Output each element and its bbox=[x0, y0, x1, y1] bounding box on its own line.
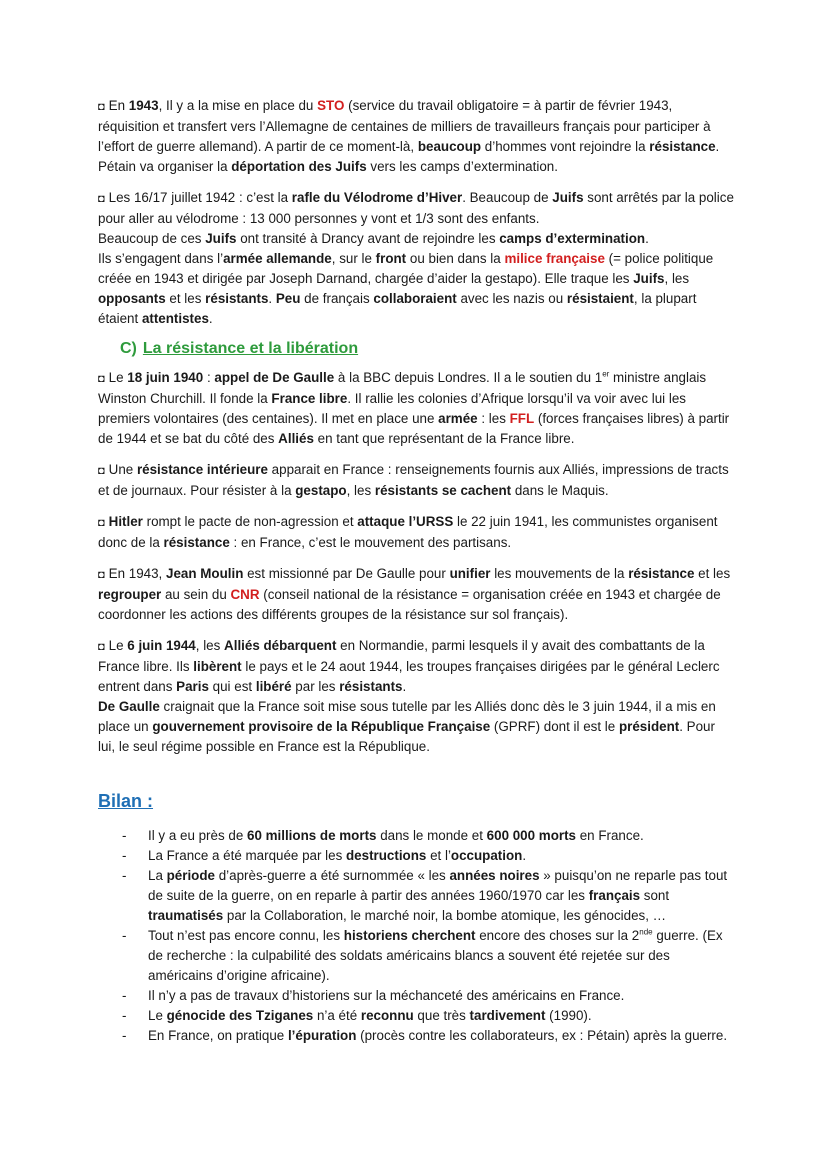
text-bold: président bbox=[618, 719, 680, 734]
text-bold: Alliés débarquent bbox=[224, 638, 337, 653]
bullet-icon: ◘ bbox=[98, 373, 105, 385]
text-bold: Paris bbox=[176, 679, 209, 694]
text-bold: période bbox=[166, 868, 215, 883]
text: de français bbox=[300, 291, 374, 306]
text: rompt le pacte de non-agression et bbox=[142, 514, 358, 529]
text: (1990). bbox=[545, 1008, 592, 1023]
text: le pays et le 24 aout 1944, les troupes françaises dirigées par le général Leclerc entrent dans bbox=[98, 659, 720, 694]
text-bold: 6 juin 1944 bbox=[127, 638, 196, 653]
dash-icon: - bbox=[122, 928, 127, 943]
text-bold: résistance bbox=[649, 139, 716, 154]
text-bold: attentistes bbox=[141, 311, 209, 326]
text: » puisqu’on ne reparle pas tout de suite de la guerre, on en reparle à partir des années 1960/1970 car les bbox=[148, 868, 728, 903]
paragraph-debarquement bbox=[98, 636, 734, 757]
paragraph-vel-d-hiv bbox=[98, 188, 734, 329]
text: Il n’y a pas de travaux d’historiens sur la méchanceté des américains en France. bbox=[148, 988, 625, 1003]
bullet-icon: ◘ bbox=[98, 517, 105, 529]
text: , les bbox=[664, 271, 690, 286]
text: (conseil national de la résistance = organisation créée en 1943 et chargée de coordonner les actions des différents groupes de la résistance sur sol français). bbox=[98, 587, 721, 622]
text: Une bbox=[108, 462, 137, 477]
list-item bbox=[98, 926, 734, 986]
text-bold: gouvernement provisoire de la République Française bbox=[152, 719, 491, 734]
text-bold: attaque l’URSS bbox=[357, 514, 454, 529]
section-title: La résistance et la libération bbox=[142, 340, 359, 357]
superscript: er bbox=[602, 369, 610, 379]
dash-icon: - bbox=[122, 828, 127, 843]
bullet-icon: ◘ bbox=[98, 101, 105, 113]
text-bold: résistants bbox=[339, 679, 403, 694]
text: . Pour lui, le seul régime possible en France est la République. bbox=[98, 719, 715, 754]
text-bold: années noires bbox=[449, 868, 540, 883]
text: sont bbox=[640, 888, 670, 903]
text-bold: Juifs bbox=[552, 190, 584, 205]
list-item bbox=[98, 826, 734, 846]
text-bold: libèrent bbox=[193, 659, 242, 674]
text-bold: front bbox=[375, 251, 407, 266]
text: . bbox=[208, 311, 213, 326]
list-item bbox=[98, 1006, 734, 1026]
text: (= police politique créée en 1943 et dirigée par Joseph Darnand, chargée d’aider la gestapo). Elle traque les bbox=[98, 251, 714, 286]
text-bold: Peu bbox=[275, 291, 301, 306]
text-bold: Jean Moulin bbox=[166, 566, 244, 581]
text: Le bbox=[108, 370, 128, 385]
text: en tant que représentant de la France libre. bbox=[313, 431, 575, 446]
text: d’après-guerre a été surnommée « les bbox=[215, 868, 450, 883]
bilan-heading: Bilan : bbox=[98, 791, 154, 811]
text: le 22 juin 1941, les communistes organisent donc de la bbox=[98, 514, 718, 550]
text: par la Collaboration, le marché noir, la bombe atomique, les génocides, … bbox=[223, 908, 667, 923]
text-bold: génocide des Tziganes bbox=[166, 1008, 314, 1023]
text: qui est bbox=[208, 679, 256, 694]
text-bold: tardivement bbox=[469, 1008, 546, 1023]
text: . bbox=[268, 291, 276, 306]
text-bold: appel de De Gaulle bbox=[214, 370, 335, 385]
text: En bbox=[108, 98, 129, 113]
text-bold: collaboraient bbox=[373, 291, 457, 306]
text-bold: historiens cherchent bbox=[343, 928, 476, 943]
text: Les 16/17 juillet 1942 : c’est la bbox=[108, 190, 292, 205]
text-bold: armée bbox=[438, 411, 478, 426]
text-bold: unifier bbox=[449, 566, 491, 581]
text-bold: camps d’extermination bbox=[499, 231, 646, 246]
text: (procès contre les collaborateurs, ex : Pétain) après la guerre. bbox=[356, 1028, 728, 1043]
text-highlight: FFL bbox=[509, 411, 535, 426]
text: avec les nazis ou bbox=[456, 291, 567, 306]
text: En France, on pratique bbox=[148, 1028, 288, 1043]
bilan-list bbox=[98, 826, 734, 1046]
bullet-icon: ◘ bbox=[98, 641, 105, 653]
text-bold: opposants bbox=[98, 291, 166, 306]
text: d’hommes vont rejoindre la bbox=[481, 139, 650, 154]
paragraph-jean-moulin bbox=[98, 564, 734, 625]
text: Le bbox=[108, 638, 128, 653]
text: est missionné par De Gaulle pour bbox=[243, 566, 450, 581]
section-letter: C) bbox=[120, 340, 137, 357]
text: . Beaucoup de bbox=[462, 190, 553, 205]
text: , les bbox=[195, 638, 225, 653]
text: En 1943, bbox=[108, 566, 166, 581]
text: ministre anglais Winston Churchill. Il fonde la bbox=[98, 370, 707, 406]
text-bold: l’épuration bbox=[287, 1028, 357, 1043]
text-bold: beaucoup bbox=[417, 139, 482, 154]
paragraph-appel-18-juin bbox=[98, 368, 734, 449]
bullet-icon: ◘ bbox=[98, 569, 105, 581]
text-bold: France libre bbox=[271, 391, 348, 406]
text: en Normandie, parmi lesquels il y avait des combattants de la France libre. Ils bbox=[98, 638, 705, 674]
text: (service du travail obligatoire = à partir de février 1943, réquisition et transfert vers l’Allemagne de centaines de milliers de travailleurs français pour participer à l’effort de guerre allemand). A partir de ce moment-là, bbox=[98, 98, 711, 154]
text: : les bbox=[477, 411, 510, 426]
text: Ils s’engagent dans l’ bbox=[98, 251, 224, 266]
text-bold: Juifs bbox=[205, 231, 237, 246]
text: et les bbox=[694, 566, 731, 581]
list-item bbox=[98, 846, 734, 866]
list-item bbox=[98, 1026, 734, 1046]
text: La bbox=[148, 868, 167, 883]
text: apparait en France : renseignements fournis aux Alliés, impressions de tracts et de journaux. Pour résister à la bbox=[98, 462, 729, 498]
text: La France a été marquée par les bbox=[148, 848, 346, 863]
document-page bbox=[98, 96, 734, 1046]
text: . bbox=[402, 679, 407, 694]
text: dans le monde et bbox=[376, 828, 487, 843]
text: et l’ bbox=[426, 848, 451, 863]
text: Le bbox=[148, 1008, 167, 1023]
text: à la BBC depuis Londres. Il a le soutien du 1 bbox=[334, 370, 603, 385]
text: dans le Maquis. bbox=[511, 483, 609, 498]
text: (forces françaises libres) à partir de 1944 et se bat du côté des bbox=[98, 411, 730, 446]
text-bold: reconnu bbox=[360, 1008, 414, 1023]
text-bold: De Gaulle bbox=[98, 699, 160, 714]
text: guerre. (Ex de recherche : la culpabilité des soldats américains blancs a souvent été rejetée sur des américains d’origine africaine). bbox=[148, 928, 723, 983]
text-bold: résistants se cachent bbox=[374, 483, 512, 498]
text-bold: libéré bbox=[255, 679, 292, 694]
text: : en France, c’est le mouvement des partisans. bbox=[229, 535, 512, 550]
paragraph-resistance-interieure bbox=[98, 460, 734, 501]
text-bold: déportation des Juifs bbox=[231, 159, 367, 174]
bullet-icon: ◘ bbox=[98, 465, 105, 477]
text-bold: 60 millions de morts bbox=[247, 828, 377, 843]
dash-icon: - bbox=[122, 988, 127, 1003]
text-bold: résistance bbox=[163, 535, 230, 550]
text: , Il y a la mise en place du bbox=[158, 98, 318, 113]
text-highlight: STO bbox=[317, 98, 345, 113]
text: que très bbox=[413, 1008, 470, 1023]
text: , sur le bbox=[331, 251, 376, 266]
text: craignait que la France soit mise sous tutelle par les Alliés donc dès le 3 juin 1944, il a mis en place un bbox=[98, 699, 716, 734]
dash-icon: - bbox=[122, 848, 127, 863]
text-bold: armée allemande bbox=[223, 251, 332, 266]
paragraph-sto bbox=[98, 96, 734, 177]
text-bold: 1943 bbox=[128, 98, 159, 113]
text: Il y a eu près de bbox=[148, 828, 247, 843]
text-bold: traumatisés bbox=[148, 908, 224, 923]
text-bold: regrouper bbox=[98, 587, 162, 602]
text: Beaucoup de ces bbox=[98, 231, 206, 246]
section-heading-c bbox=[120, 340, 734, 358]
text-highlight: CNR bbox=[230, 587, 260, 602]
text-bold: résistants bbox=[205, 291, 269, 306]
dash-icon: - bbox=[122, 1028, 127, 1043]
text-bold: résistance intérieure bbox=[136, 462, 268, 477]
text-bold: rafle du Vélodrome d’Hiver bbox=[291, 190, 463, 205]
dash-icon: - bbox=[122, 1008, 127, 1023]
text-bold: résistaient bbox=[566, 291, 634, 306]
text: les mouvements de la bbox=[490, 566, 629, 581]
text-bold: Juifs bbox=[633, 271, 665, 286]
text: ou bien dans la bbox=[406, 251, 505, 266]
text: n’a été bbox=[313, 1008, 361, 1023]
text: (GPRF) dont il est le bbox=[490, 719, 619, 734]
text: vers les camps d’extermination. bbox=[366, 159, 558, 174]
paragraph-hitler-urss bbox=[98, 512, 734, 553]
text: : bbox=[203, 370, 215, 385]
text-bold: 18 juin 1940 bbox=[127, 370, 204, 385]
list-item bbox=[98, 866, 734, 926]
text: et les bbox=[165, 291, 206, 306]
text: . bbox=[522, 848, 527, 863]
dash-icon: - bbox=[122, 868, 127, 883]
text: Tout n’est pas encore connu, les bbox=[148, 928, 344, 943]
text: au sein du bbox=[161, 587, 231, 602]
text-bold: Hitler bbox=[108, 514, 143, 529]
text-bold: gestapo bbox=[295, 483, 347, 498]
bullet-icon: ◘ bbox=[98, 193, 105, 205]
text: par les bbox=[291, 679, 340, 694]
superscript: nde bbox=[639, 927, 653, 937]
text: sont arrêtés par la police pour aller au vélodrome : 13 000 personnes y vont et 1/3 sont des enfants. bbox=[98, 190, 734, 226]
text: , la plupart étaient bbox=[98, 291, 697, 326]
text-bold: occupation bbox=[450, 848, 523, 863]
text: ont transité à Drancy avant de rejoindre les bbox=[236, 231, 500, 246]
text: . bbox=[645, 231, 649, 246]
list-item bbox=[98, 986, 734, 1006]
text-bold: résistance bbox=[628, 566, 695, 581]
text: . Pétain va organiser la bbox=[98, 139, 720, 174]
text: encore des choses sur la 2 bbox=[475, 928, 640, 943]
text: en France. bbox=[576, 828, 644, 843]
text-bold: Alliés bbox=[278, 431, 314, 446]
text-bold: français bbox=[588, 888, 641, 903]
text: , les bbox=[346, 483, 375, 498]
text-bold: destructions bbox=[346, 848, 427, 863]
text-bold: 600 000 morts bbox=[486, 828, 576, 843]
text: . Il rallie les colonies d’Afrique lorsqu’il va voir avec lui les premiers volontaires (des centaines). Il met en place une bbox=[98, 391, 686, 426]
text-highlight: milice française bbox=[504, 251, 605, 266]
